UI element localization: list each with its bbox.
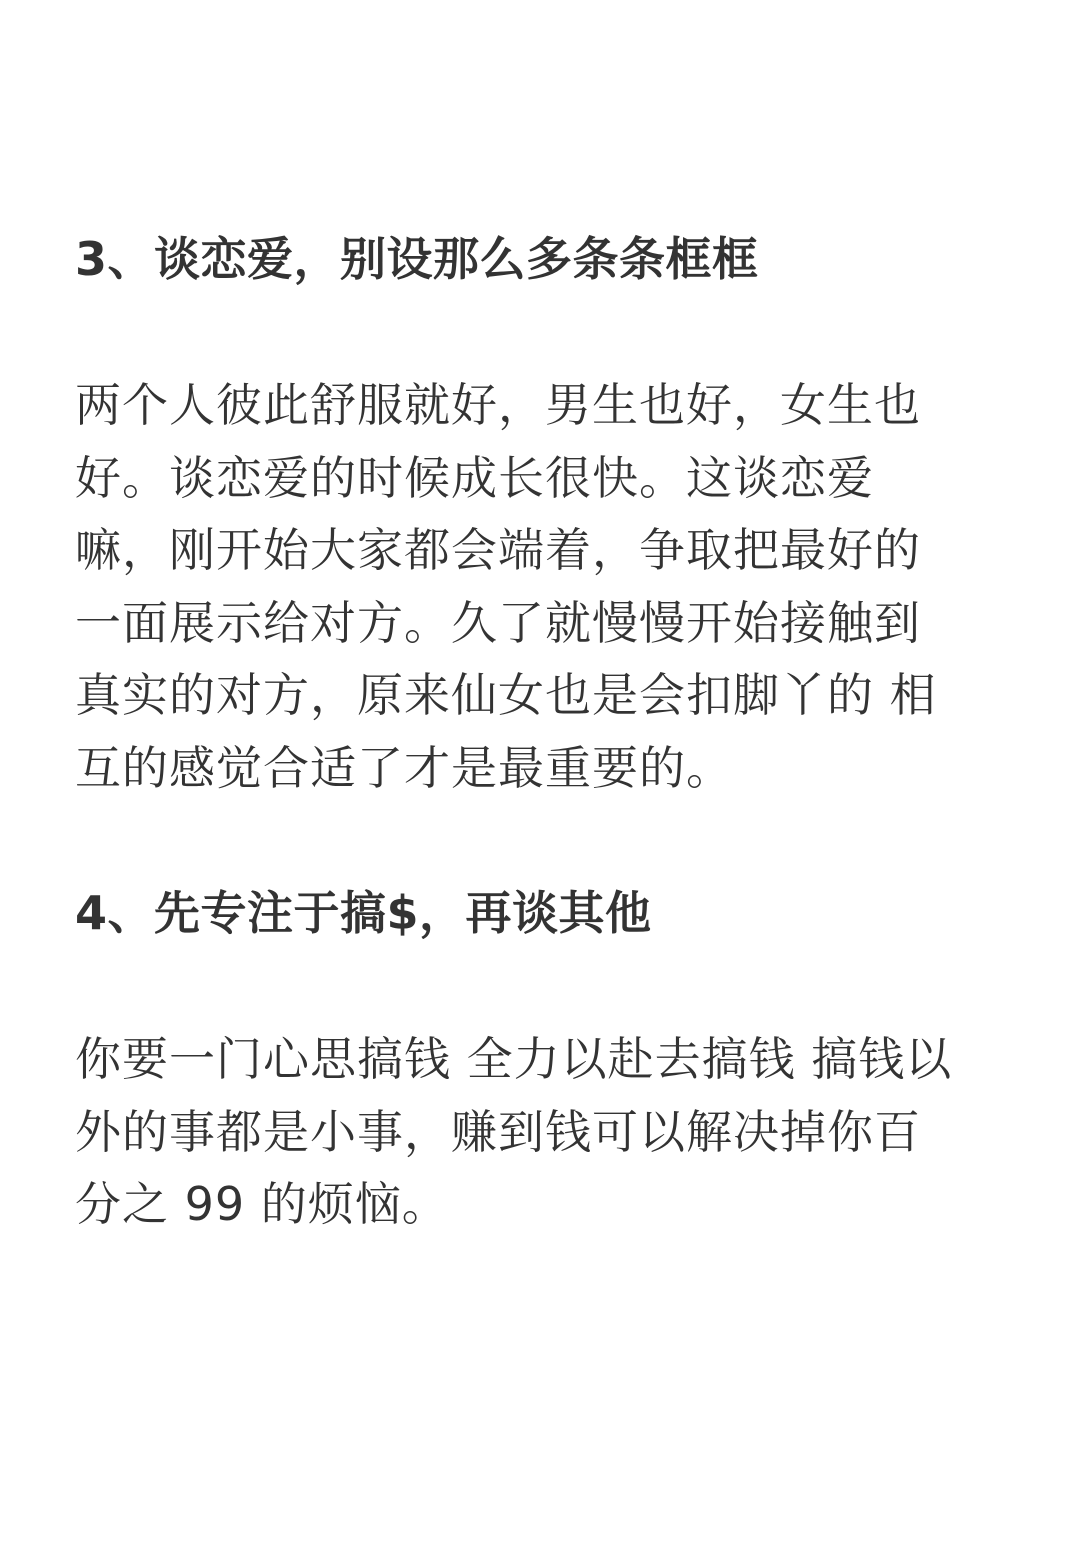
section-4-heading: 4、先专注于搞$，再谈其他 <box>75 886 652 940</box>
paragraph-line: 嘛，刚开始大家都会端着，争取把最好的 <box>75 523 921 577</box>
section-3-heading: 3、谈恋爱，别设那么多条条框框 <box>75 232 759 286</box>
section-4-paragraph <box>75 1023 1055 1241</box>
paragraph-line: 你要一门心思搞钱 全力以赴去搞钱 搞钱以 <box>75 1032 953 1086</box>
section-3-paragraph <box>75 369 1055 804</box>
paragraph-line: 互的感觉合适了才是最重要的。 <box>75 740 733 795</box>
paragraph-line: 真实的对方，原来仙女也是会扣脚丫的 相 <box>75 668 937 722</box>
paragraph-line: 两个人彼此舒服就好，男生也好，女生也 <box>75 378 921 432</box>
paragraph-line: 一面展示给对方。久了就慢慢开始接触到 <box>75 595 921 650</box>
paragraph-line: 分之 99 的烦恼。 <box>75 1177 449 1231</box>
paragraph-line: 外的事都是小事，赚到钱可以解决掉你百 <box>75 1104 921 1159</box>
paragraph-line: 好。谈恋爱的时候成长很快。这谈恋爱 <box>75 450 874 505</box>
